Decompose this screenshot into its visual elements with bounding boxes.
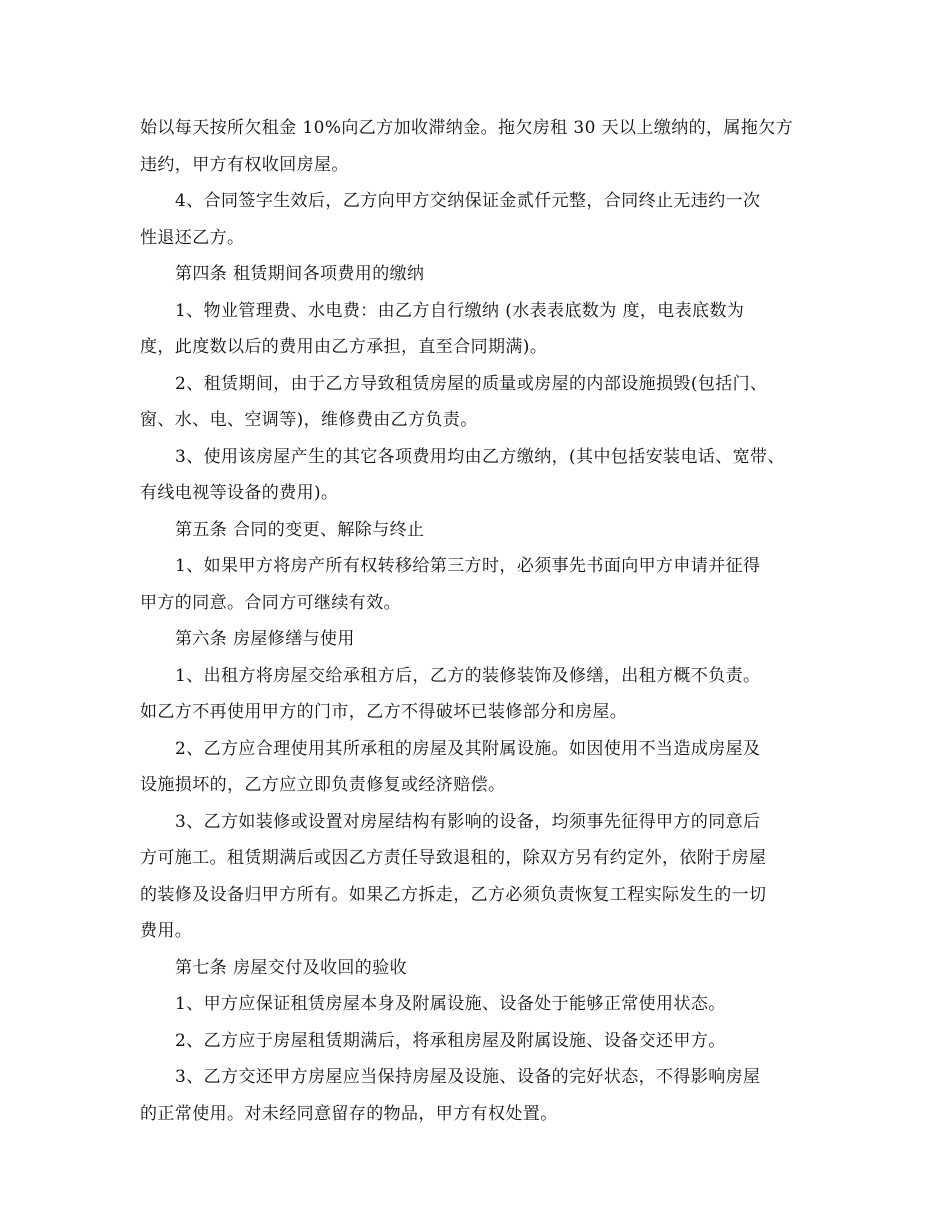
body-text-line: 甲方的同意。合同方可继续有效。 [140,593,401,613]
article-heading: 第五条 合同的变更、解除与终止 [175,520,425,540]
clause-item: 2、乙方应于房屋租赁期满后，将承租房屋及附属设施、设备交还甲方。 [175,1031,726,1051]
body-text-line: 的正常使用。对未经同意留存的物品，甲方有权处置。 [140,1104,558,1124]
clause-item: 1、物业管理费、水电费：由乙方自行缴纳 (水表表底数为 度，电表底数为 [175,301,745,321]
body-text-line: 有线电视等设备的费用)。 [140,483,339,503]
body-text-line: 性退还乙方。 [140,228,245,248]
body-text-line: 窗、水、电、空调等)，维修费由乙方负责。 [140,410,478,430]
clause-item: 1、甲方应保证租赁房屋本身及附属设施、设备处于能够正常使用状态。 [175,994,726,1014]
body-text-line: 始以每天按所欠租金 10%向乙方加收滞纳金。拖欠房租 30 天以上缴纳的，属拖欠方 [140,118,794,138]
clause-item: 4、合同签字生效后，乙方向甲方交纳保证金贰仟元整，合同终止无违约一次 [175,191,761,211]
article-heading: 第七条 房屋交付及收回的验收 [175,958,408,978]
clause-item: 3、乙方如装修或设置对房屋结构有影响的设备，均须事先征得甲方的同意后 [175,812,761,832]
clause-item: 1、如果甲方将房产所有权转移给第三方时，必须事先书面向甲方申请并征得 [175,556,761,576]
body-text-line: 违约，甲方有权收回房屋。 [140,155,349,175]
clause-item: 2、乙方应合理使用其所承租的房屋及其附属设施。如因使用不当造成房屋及 [175,739,761,759]
body-text-line: 设施损坏的，乙方应立即负责修复或经济赔偿。 [140,775,506,795]
body-text-line: 度，此度数以后的费用由乙方承担，直至合同期满)。 [140,337,548,357]
body-text-line: 的装修及设备归甲方所有。如果乙方拆走，乙方必须负责恢复工程实际发生的一切 [140,885,767,905]
article-heading: 第四条 租赁期间各项费用的缴纳 [175,264,425,284]
clause-item: 1、出租方将房屋交给承租方后，乙方的装修装饰及修缮，出租方概不负责。 [175,666,761,686]
article-heading: 第六条 房屋修缮与使用 [175,629,355,649]
body-text-line: 方可施工。租赁期满后或因乙方责任导致退租的，除双方另有约定外，依附于房屋 [140,848,767,868]
clause-item: 2、租赁期间，由于乙方导致租赁房屋的质量或房屋的内部设施损毁(包括门、 [175,374,768,394]
body-text-line: 如乙方不再使用甲方的门市，乙方不得破坏已装修部分和房屋。 [140,702,628,722]
body-text-line: 费用。 [140,921,193,941]
clause-item: 3、使用该房屋产生的其它各项费用均由乙方缴纳，(其中包括安装电话、宽带、 [175,447,785,467]
clause-item: 3、乙方交还甲方房屋应当保持房屋及设施、设备的完好状态，不得影响房屋 [175,1067,761,1087]
